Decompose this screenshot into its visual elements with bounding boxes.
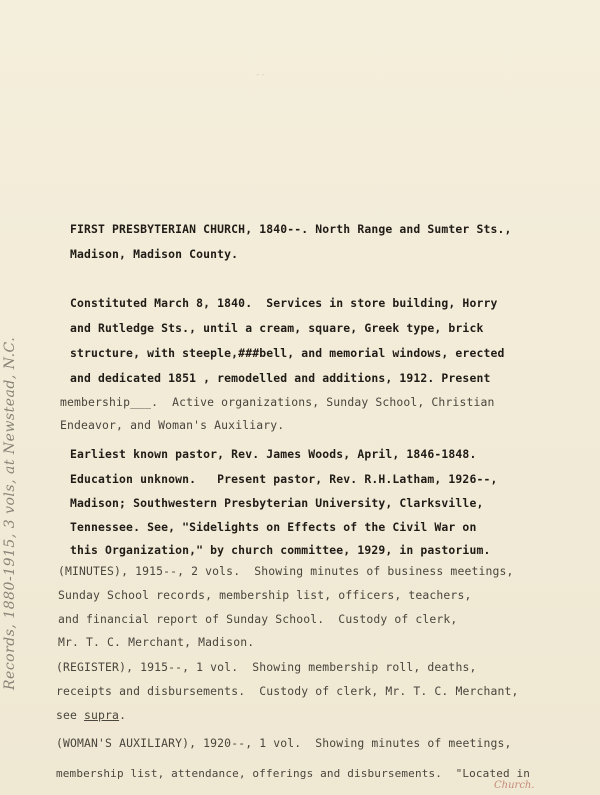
- pastor-line-3: Madison; Southwestern Presbyterian University, Clarksville,: [70, 496, 484, 510]
- register-line-1: (REGISTER), 1915--, 1 vol. Showing membership roll, deaths,: [56, 660, 477, 674]
- church-title-line-2: Madison, Madison County.: [70, 247, 239, 261]
- bleed-through-text: --: [255, 70, 266, 80]
- history-line-4: and dedicated 1851 , remodelled and additions, 1912. Present: [70, 371, 491, 385]
- pastor-line-1: Earliest known pastor, Rev. James Woods, April, 1846-1848.: [70, 447, 477, 461]
- church-title-line-1: FIRST PRESBYTERIAN CHURCH, 1840--. North Range and Sumter Sts.,: [70, 222, 512, 236]
- history-line-5: membership___. Active organizations, Sunday School, Christian: [60, 395, 495, 409]
- register-supra: supra: [84, 708, 120, 722]
- register-line-2: receipts and disbursements. Custody of clerk, Mr. T. C. Merchant,: [56, 684, 519, 698]
- pastor-line-4: Tennessee. See, "Sidelights on Effects of the Civil War on: [70, 520, 477, 534]
- register-period: .: [119, 708, 127, 722]
- history-line-3: structure, with steeple,###bell, and memorial windows, erected: [70, 346, 505, 360]
- handwritten-bottom-note: Church.: [494, 780, 535, 791]
- pastor-line-5: this Organization," by church committee, 1929, in pastorium.: [70, 543, 491, 557]
- history-line-6: Endeavor, and Woman's Auxiliary.: [60, 418, 285, 432]
- history-line-2: and Rutledge Sts., until a cream, square, Greek type, brick: [70, 321, 484, 335]
- minutes-line-4: Mr. T. C. Merchant, Madison.: [58, 635, 255, 649]
- pastor-line-2: Education unknown. Present pastor, Rev. R.H.Latham, 1926--,: [70, 472, 498, 486]
- history-line-1: Constituted March 8, 1840. Services in store building, Horry: [70, 296, 498, 310]
- auxiliary-line-1: (WOMAN'S AUXILIARY), 1920--, 1 vol. Showing minutes of meetings,: [56, 736, 512, 750]
- minutes-line-2: Sunday School records, membership list, officers, teachers,: [58, 588, 472, 602]
- minutes-line-1: (MINUTES), 1915--, 2 vols. Showing minutes of business meetings,: [58, 564, 514, 578]
- register-line-3: [56, 708, 126, 722]
- handwritten-margin-note: Records, 1880-1915, 3 vols, at Newstead, N.C.: [2, 336, 18, 690]
- register-see: see: [56, 708, 85, 722]
- minutes-line-3: and financial report of Sunday School. Custody of clerk,: [58, 612, 458, 626]
- auxiliary-line-2: membership list, attendance, offerings and disbursements. "Located in: [56, 767, 531, 780]
